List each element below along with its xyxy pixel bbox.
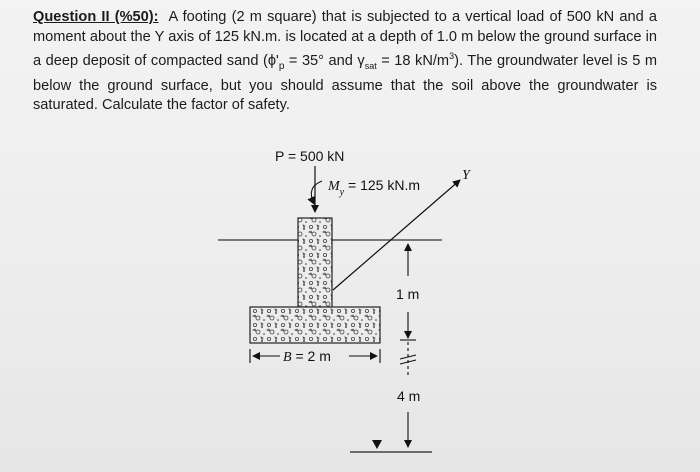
footing-base [250,307,380,343]
width-label [283,348,331,365]
moment-subscript: y [339,187,345,198]
column [298,218,332,307]
moment-symbol: M [328,179,340,194]
unit-superscript: 3 [449,51,455,62]
gamma-subscript: sat [364,60,377,71]
moment-arrow [311,181,322,204]
load-label: P = 500 kN [275,148,345,164]
gwt-depth-label: 4 m [397,388,421,404]
question-body-part3: = 18 kN/m [376,53,450,70]
phi-subscript: p [278,60,285,72]
question-body-part4: ). The groundwater level is 5 m below the ground surface, but you should assume that the soil above the groundwater is saturated. Calculate the factor of safety. [33,53,657,114]
question-body-part2: = 35° and γ [284,53,365,70]
y-axis-line [333,180,460,290]
moment-value: = 125 kN.m [344,177,420,193]
y-axis-label: Y [462,168,470,183]
width-symbol: B [283,350,292,365]
width-value: = 2 m [291,348,331,364]
groundwater-table-marker [372,440,382,449]
depth-label: 1 m [396,286,420,302]
question-title: Question II (%50): [33,9,159,25]
phi-symbol: ϕ' [267,53,279,70]
question-body-part1: A footing (2 m square) that is subjected to a vertical load of 500 kN and a moment about the Y axis of 125 kN.m. is located at a depth of 1.0 m below the ground surface in a deep deposit of compacted sand ( [33,9,657,70]
moment-label [327,177,420,198]
